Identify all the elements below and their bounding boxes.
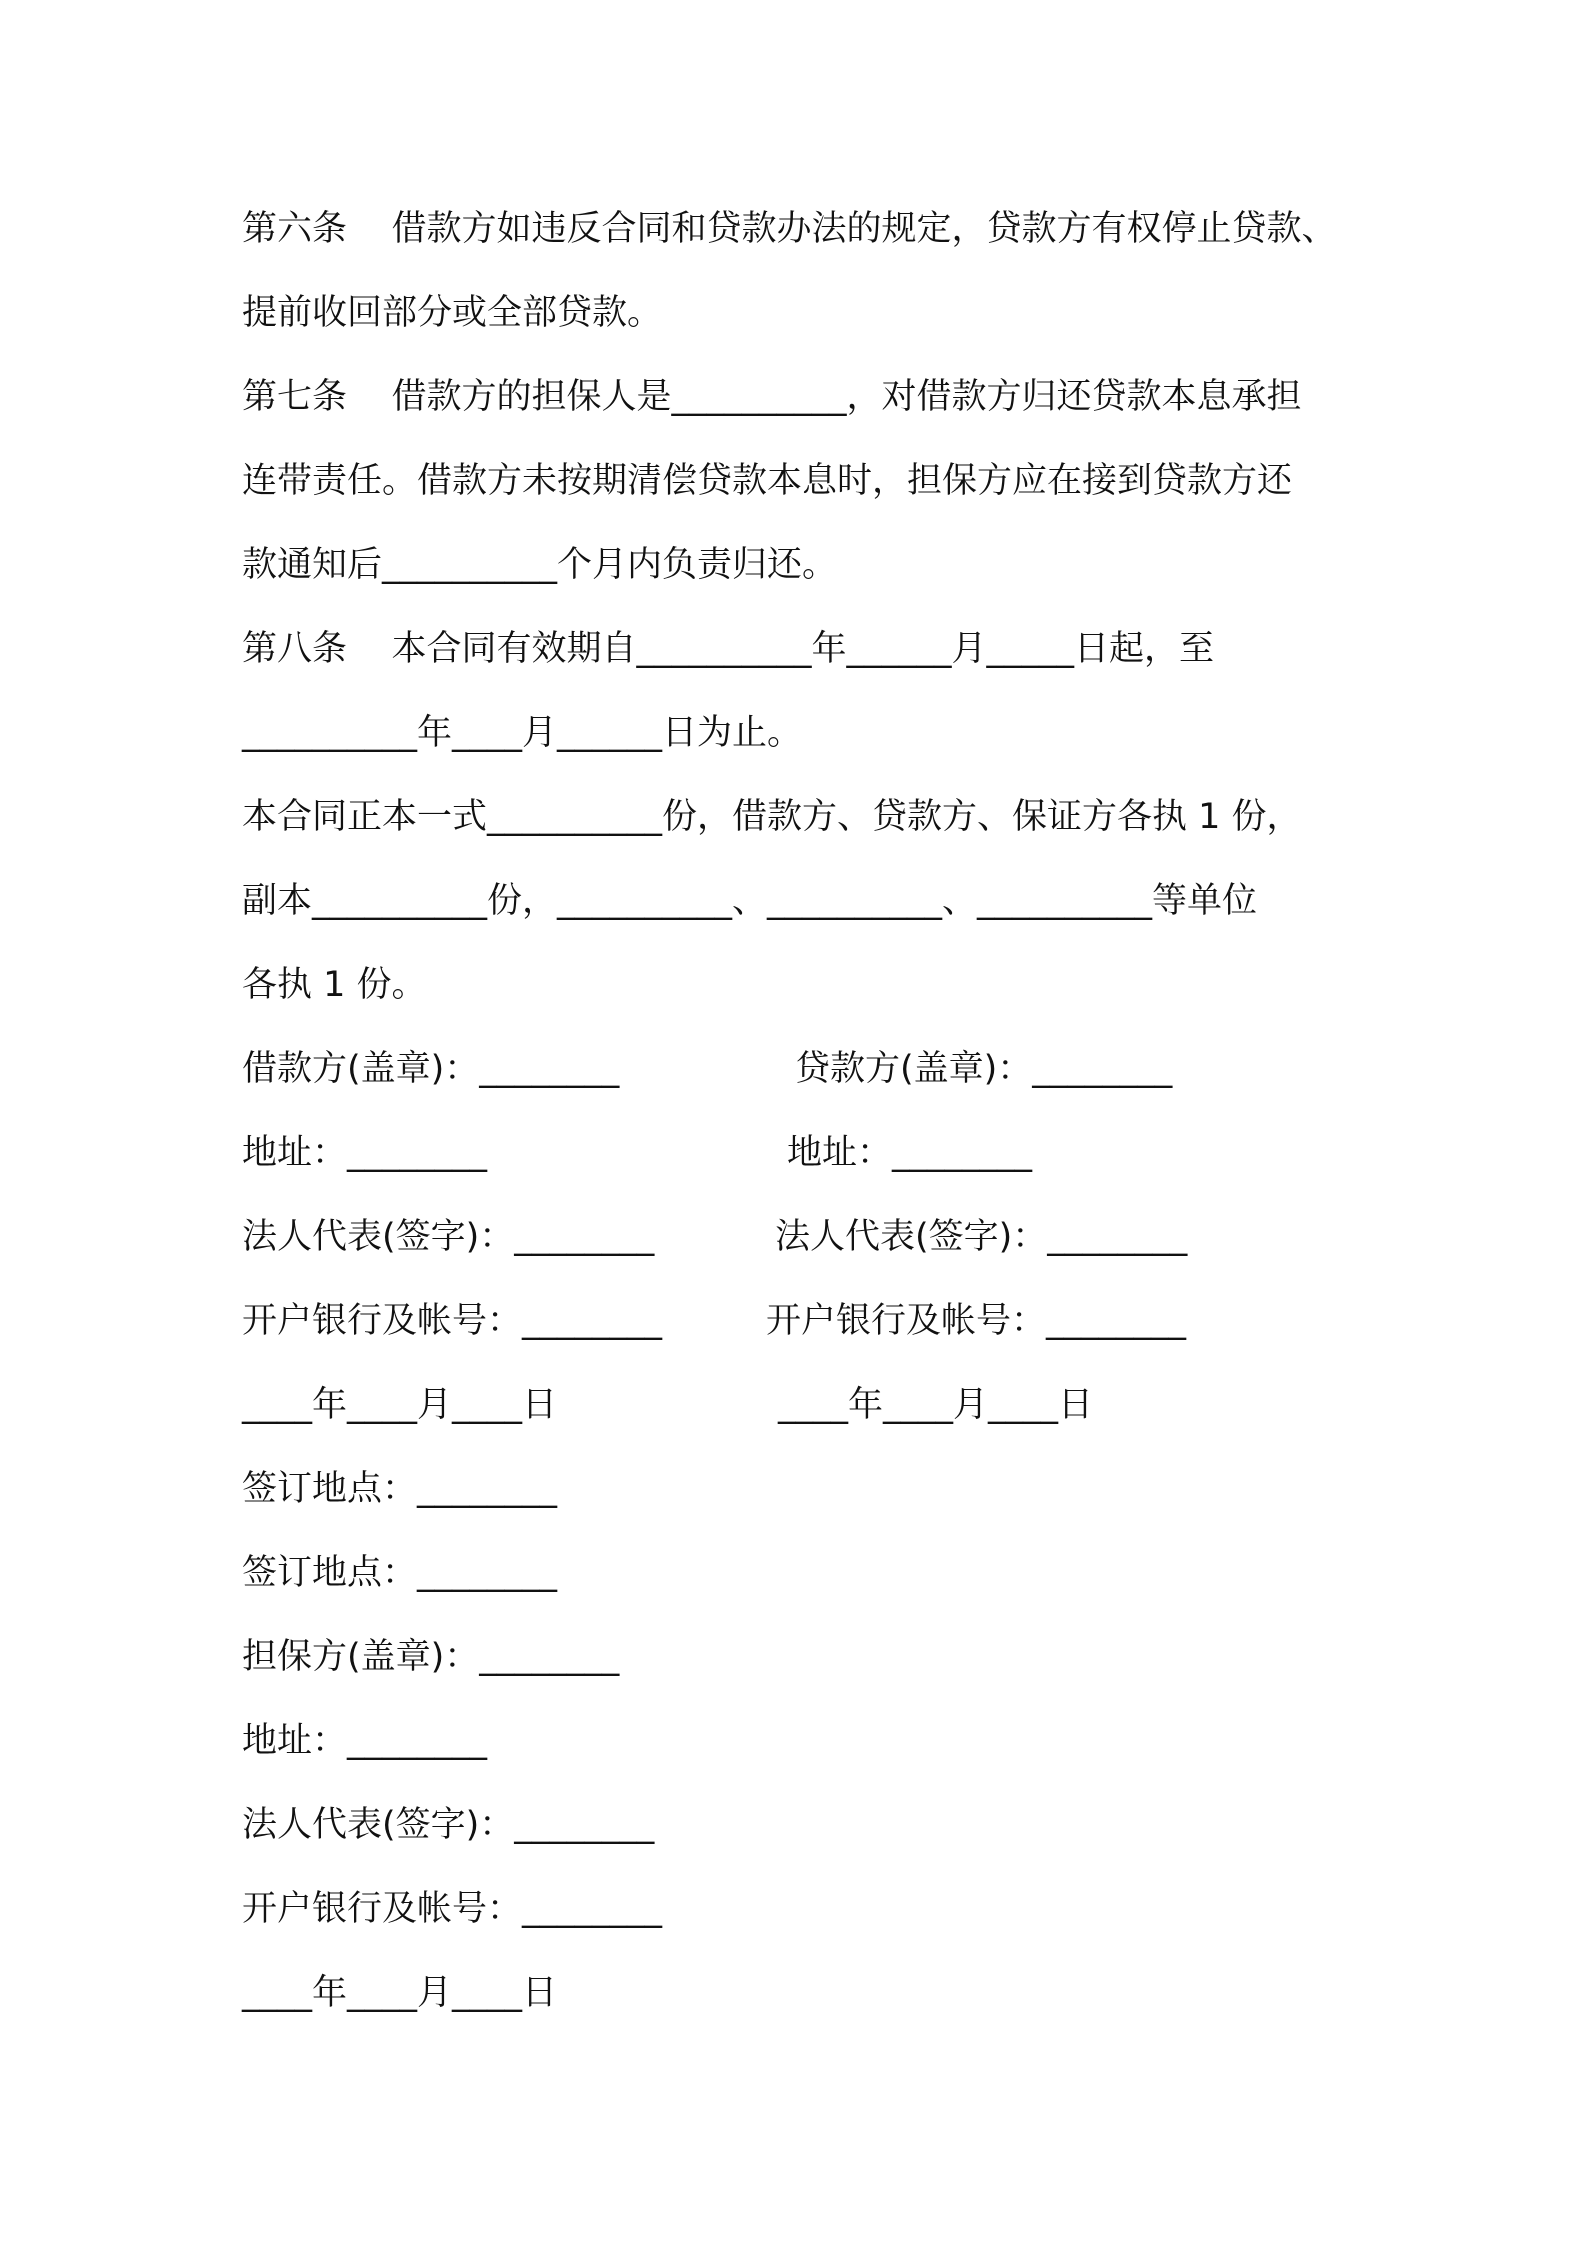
article-7-line-3: 款通知后__________个月内负责归还。	[242, 545, 838, 585]
lender-date: ____年____月____日	[778, 1385, 1094, 1425]
article-6-line-1: 第六条 借款方如违反合同和贷款办法的规定，贷款方有权停止贷款、	[242, 209, 1337, 249]
copies-line-2: 副本__________份，__________、__________、__________等单位	[242, 881, 1258, 921]
article-7-line-2: 连带责任。借款方未按期清偿贷款本息时，担保方应在接到贷款方还	[242, 461, 1293, 501]
guarantor-legal-rep: 法人代表(签字)：________	[242, 1805, 655, 1845]
lender-seal: 贷款方(盖章)：________	[795, 1049, 1173, 1089]
copies-line-3: 各执 1 份。	[242, 965, 427, 1005]
borrower-bank: 开户银行及帐号：________	[242, 1301, 663, 1341]
signing-place-2: 签订地点：________	[242, 1553, 558, 1593]
guarantor-date: ____年____月____日	[242, 1973, 558, 2013]
borrower-date: ____年____月____日	[242, 1385, 558, 1425]
lender-bank: 开户银行及帐号：________	[766, 1301, 1187, 1341]
article-7-line-1: 第七条 借款方的担保人是__________，对借款方归还贷款本息承担	[242, 377, 1302, 417]
guarantor-address: 地址：________	[242, 1721, 488, 1761]
signing-place-1: 签订地点：________	[242, 1469, 558, 1509]
guarantor-seal: 担保方(盖章)：________	[242, 1637, 620, 1677]
borrower-seal: 借款方(盖章)：________	[242, 1049, 620, 1089]
lender-address: 地址：________	[787, 1133, 1033, 1173]
lender-legal-rep: 法人代表(签字)：________	[775, 1217, 1188, 1257]
article-8-line-1: 第八条 本合同有效期自__________年______月_____日起，至	[242, 629, 1215, 669]
article-8-line-2: __________年____月______日为止。	[242, 713, 803, 753]
guarantor-bank: 开户银行及帐号：________	[242, 1889, 663, 1929]
borrower-legal-rep: 法人代表(签字)：________	[242, 1217, 655, 1257]
article-6-line-2: 提前收回部分或全部贷款。	[242, 293, 663, 333]
borrower-address: 地址：________	[242, 1133, 488, 1173]
copies-line-1: 本合同正本一式__________份，借款方、贷款方、保证方各执 1 份，	[242, 797, 1302, 837]
